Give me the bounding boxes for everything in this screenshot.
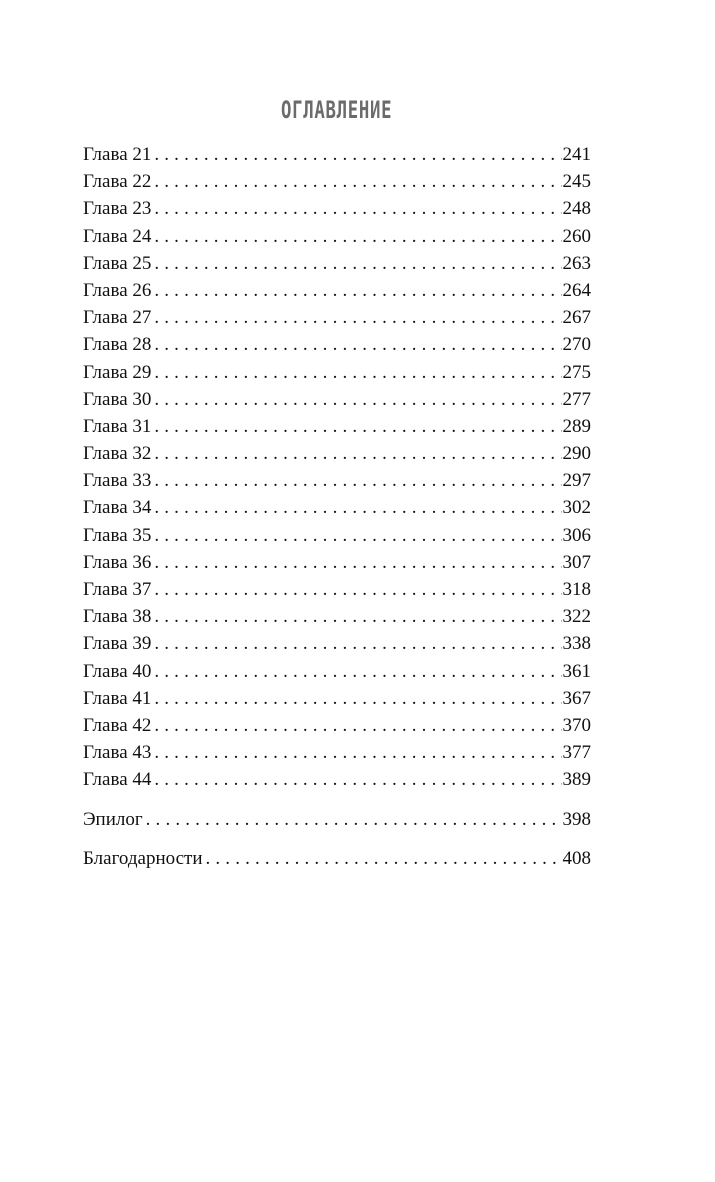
toc-entry[interactable] — [83, 579, 591, 606]
toc-entry-page: 277 — [562, 388, 591, 410]
dot-leader — [154, 443, 561, 465]
toc-entry-label: Глава 36 — [83, 551, 152, 573]
toc-entry-page: 289 — [562, 415, 591, 437]
toc-entry-label: Глава 31 — [83, 415, 152, 437]
toc-entry[interactable] — [83, 497, 591, 524]
toc-entry-page: 260 — [562, 225, 591, 247]
toc-entry-label: Глава 33 — [83, 470, 152, 492]
dot-leader — [154, 769, 561, 791]
toc-entry-label: Эпилог — [83, 808, 143, 830]
toc-entry-page: 241 — [562, 144, 591, 165]
toc-entry-label: Глава 21 — [83, 144, 152, 165]
toc-entry[interactable] — [83, 416, 591, 443]
toc-entry-label: Глава 28 — [83, 334, 152, 356]
dot-leader — [154, 633, 561, 655]
toc-entry-page: 267 — [562, 307, 591, 329]
toc-entry-label: Глава 22 — [83, 171, 152, 193]
toc-entry[interactable] — [83, 606, 591, 633]
toc-entry-label: Глава 25 — [83, 252, 152, 274]
dot-leader — [154, 470, 561, 492]
toc-entry-page: 263 — [562, 252, 591, 274]
toc-entry-label: Глава 39 — [83, 633, 152, 655]
dot-leader — [154, 280, 561, 302]
toc-entry-page: 264 — [562, 279, 591, 301]
toc-entry[interactable] — [83, 171, 591, 198]
dot-leader — [154, 334, 561, 356]
toc-entry[interactable] — [83, 552, 591, 579]
toc-entry-label: Глава 27 — [83, 307, 152, 329]
toc-entry-page: 322 — [562, 606, 591, 628]
toc-entry-page: 245 — [562, 171, 591, 193]
toc-entry-label: Благодарности — [83, 847, 203, 869]
table-of-contents — [83, 144, 591, 875]
toc-entry[interactable] — [83, 198, 591, 225]
dot-leader — [154, 253, 561, 275]
toc-entry-page: 361 — [562, 660, 591, 682]
toc-entry[interactable] — [83, 362, 591, 389]
toc-entry[interactable] — [83, 334, 591, 361]
toc-entry-label: Глава 44 — [83, 769, 152, 791]
toc-entry-label: Глава 29 — [83, 361, 152, 383]
dot-leader — [154, 688, 561, 710]
toc-entry[interactable] — [83, 525, 591, 552]
toc-entry-page: 408 — [562, 847, 591, 869]
toc-entry[interactable] — [83, 769, 591, 796]
toc-entry[interactable] — [83, 307, 591, 334]
toc-entry-page: 370 — [562, 714, 591, 736]
page-title: ОГЛАВЛЕНИЕ — [281, 96, 393, 124]
toc-entry-label: Глава 38 — [83, 606, 152, 628]
dot-leader — [154, 497, 561, 519]
toc-entry-label: Глава 35 — [83, 524, 152, 546]
toc-entry[interactable] — [83, 470, 591, 497]
dot-leader — [154, 362, 561, 384]
toc-entry-label: Глава 40 — [83, 660, 152, 682]
toc-entry[interactable] — [83, 280, 591, 307]
dot-leader — [154, 661, 561, 683]
toc-entry-page: 338 — [562, 633, 591, 655]
toc-entry[interactable] — [83, 633, 591, 660]
toc-entry[interactable] — [83, 661, 591, 688]
dot-leader — [154, 579, 561, 601]
dot-leader — [154, 389, 561, 411]
toc-entry-page: 398 — [562, 808, 591, 830]
toc-entry[interactable] — [83, 688, 591, 715]
toc-entry-label: Глава 32 — [83, 443, 152, 465]
toc-entry[interactable] — [83, 443, 591, 470]
dot-leader — [154, 606, 561, 628]
toc-entry-label: Глава 43 — [83, 742, 152, 764]
dot-leader — [146, 809, 562, 831]
dot-leader — [206, 848, 562, 870]
toc-entry-label: Глава 23 — [83, 198, 152, 220]
toc-entry[interactable] — [83, 144, 591, 171]
toc-entry-page: 248 — [562, 198, 591, 220]
toc-entry[interactable] — [83, 389, 591, 416]
toc-entry-page: 307 — [562, 551, 591, 573]
toc-entry-acknowledgements[interactable] — [83, 848, 591, 875]
dot-leader — [154, 416, 561, 438]
toc-entry-page: 275 — [562, 361, 591, 383]
toc-entry-page: 270 — [562, 334, 591, 356]
toc-entry[interactable] — [83, 253, 591, 280]
toc-entry[interactable] — [83, 715, 591, 742]
dot-leader — [154, 742, 561, 764]
dot-leader — [154, 715, 561, 737]
toc-entry-epilogue[interactable] — [83, 809, 591, 836]
toc-entry-label: Глава 42 — [83, 714, 152, 736]
dot-leader — [154, 525, 561, 547]
dot-leader — [154, 307, 561, 329]
toc-entry-page: 302 — [562, 497, 591, 519]
toc-entry-page: 367 — [562, 687, 591, 709]
dot-leader — [154, 226, 561, 248]
toc-entry-page: 306 — [562, 524, 591, 546]
toc-entry-label: Глава 41 — [83, 687, 152, 709]
toc-entry-page: 389 — [562, 769, 591, 791]
toc-entry-page: 290 — [562, 443, 591, 465]
dot-leader — [154, 552, 561, 574]
toc-entry-label: Глава 34 — [83, 497, 152, 519]
toc-entry-label: Глава 26 — [83, 279, 152, 301]
toc-entry[interactable] — [83, 742, 591, 769]
toc-entry[interactable] — [83, 226, 591, 253]
toc-entry-page: 318 — [562, 579, 591, 600]
dot-leader — [154, 144, 561, 166]
toc-entry-label: Глава 37 — [83, 579, 152, 600]
toc-entry-label: Глава 30 — [83, 388, 152, 410]
toc-entry-label: Глава 24 — [83, 225, 152, 247]
toc-entry-page: 297 — [562, 470, 591, 492]
toc-entry-page: 377 — [562, 742, 591, 764]
dot-leader — [154, 198, 561, 220]
dot-leader — [154, 171, 561, 193]
